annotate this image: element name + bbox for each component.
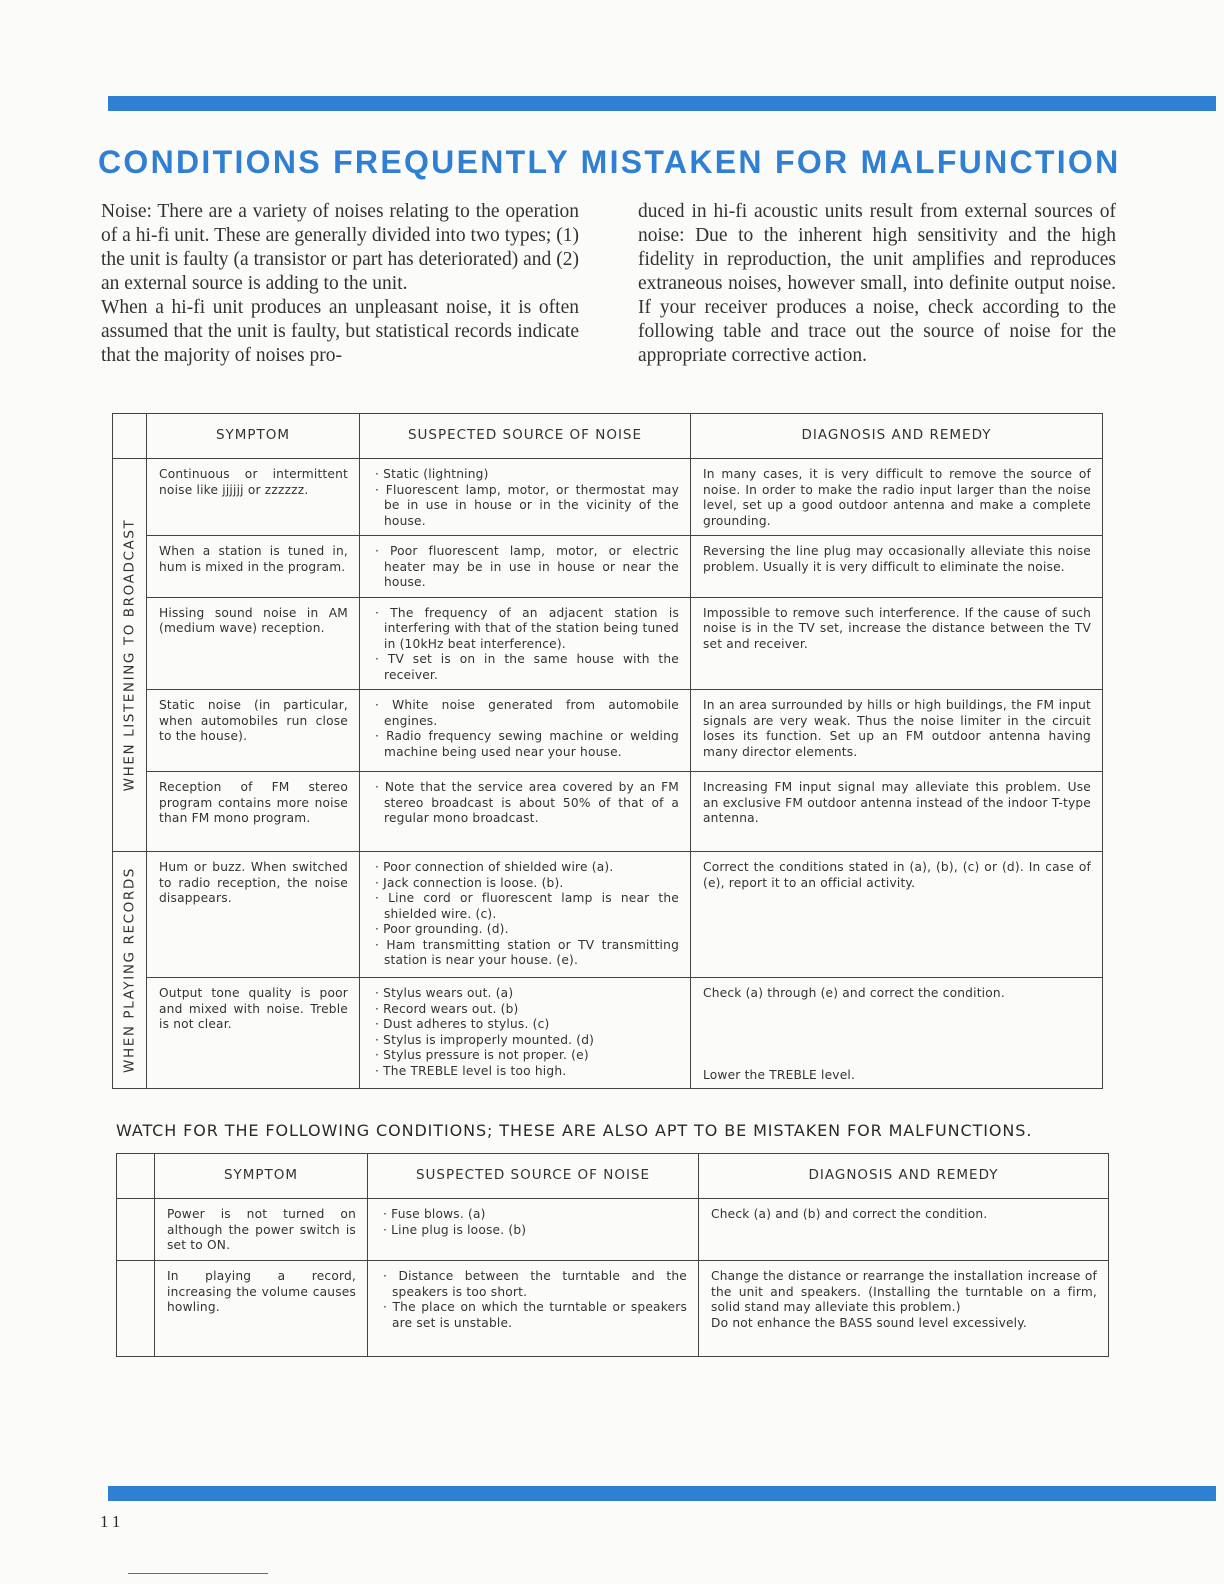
remedy-cell: Correct the conditions stated in (a), (b), (c) or (d). In case of (e), report it to an official activity. (691, 852, 1103, 978)
table-row (113, 536, 1103, 598)
symptom-cell: Output tone quality is poor and mixed with noise. Treble is not clear. (147, 978, 360, 1089)
header-remedy: DIAGNOSIS AND REMEDY (699, 1154, 1109, 1199)
symptom-cell: Continuous or intermittent noise like jjjjjj or zzzzzz. (147, 459, 360, 536)
source-item: · Record wears out. (b) (375, 1001, 519, 1016)
intro-paragraph-2: When a hi-fi unit produces an unpleasant noise, it is often assumed that the unit is faulty, but statistical records indicate that the majority of noises pro- (101, 297, 579, 366)
intro-paragraph-1: Noise: There are a variety of noises relating to the operation of a hi-fi unit. These are generally divided into two types; (1) the unit is faulty (a transistor or part has deteriorated) and (2) an external source is adding to the unit. (101, 201, 579, 294)
source-cell (360, 536, 691, 598)
source-item: · Jack connection is loose. (b). (375, 875, 564, 890)
header-blank (113, 414, 147, 459)
source-cell (368, 1199, 699, 1261)
header-source: SUSPECTED SOURCE OF NOISE (368, 1154, 699, 1199)
group-label-broadcast (113, 459, 147, 852)
source-cell (360, 690, 691, 772)
source-item: · Stylus wears out. (a) (375, 986, 514, 1000)
source-item: · Stylus is improperly mounted. (d) (375, 1032, 595, 1047)
intro-right-column (638, 200, 1116, 368)
group-broadcast-text: WHEN LISTENING TO BROADCAST (120, 518, 137, 792)
source-cell (360, 597, 691, 690)
bottom-blue-rule (108, 1486, 1216, 1501)
source-item: · Distance between the turntable and the speakers is too short. (383, 1269, 687, 1299)
table-row (113, 772, 1103, 852)
source-cell (368, 1261, 699, 1357)
source-cell (360, 459, 691, 536)
group-records-text: WHEN PLAYING RECORDS (120, 867, 137, 1073)
noise-table (112, 413, 1103, 1089)
symptom-cell: Reception of FM stereo program contains more noise than FM mono program. (147, 772, 360, 852)
blank-cell (117, 1261, 155, 1357)
page-title: CONDITIONS FREQUENTLY MISTAKEN FOR MALFUNCTION (98, 144, 1121, 180)
source-item: · Dust adheres to stylus. (c) (375, 1017, 550, 1031)
header-source: SUSPECTED SOURCE OF NOISE (360, 414, 691, 459)
table-row (113, 459, 1103, 536)
table-header-row (113, 414, 1103, 459)
header-remedy: DIAGNOSIS AND REMEDY (691, 414, 1103, 459)
table-row (117, 1261, 1109, 1357)
table-row (113, 597, 1103, 690)
source-item: · Line plug is loose. (b) (383, 1222, 527, 1237)
table-row (113, 690, 1103, 772)
source-cell (360, 772, 691, 852)
remedy-text: Change the distance or rearrange the installation increase of the unit and speakers. (Installing the turntable on a firm, solid stand may alleviate this problem.) (711, 1269, 1097, 1314)
source-cell (360, 978, 691, 1089)
source-item: · The place on which the turntable or speakers are set is unstable. (383, 1300, 687, 1330)
remedy-cell (699, 1261, 1109, 1357)
table-row (113, 852, 1103, 978)
remedy-text-2: Lower the TREBLE level. (703, 1067, 856, 1082)
footer-rule (128, 1573, 268, 1574)
header-symptom: SYMPTOM (147, 414, 360, 459)
blank-cell (117, 1199, 155, 1261)
symptom-cell: Static noise (in particular, when automobiles run close to the house). (147, 690, 360, 772)
remedy-cell: Increasing FM input signal may alleviate this problem. Use an exclusive FM outdoor antenna instead of the indoor T-type antenna. (691, 772, 1103, 852)
remedy-cell: Check (a) and (b) and correct the condition. (699, 1199, 1109, 1261)
remedy-text: Check (a) through (e) and correct the condition. (703, 986, 1005, 1000)
additional-conditions-table (116, 1153, 1109, 1357)
source-item: · Ham transmitting station or TV transmitting station is near your house. (e). (375, 937, 680, 967)
remedy-cell: Reversing the line plug may occasionally alleviate this noise problem. Usually it is very difficult to eliminate the noise. (691, 536, 1103, 598)
symptom-cell: Power is not turned on although the power switch is set to ON. (155, 1199, 368, 1261)
page-number: 11 (100, 1512, 125, 1531)
group-label-records (113, 852, 147, 1089)
source-item: · Line cord or fluorescent lamp is near the shielded wire. (c). (375, 891, 679, 921)
source-item: · Radio frequency sewing machine or welding machine being used near your house. (375, 729, 679, 759)
source-item: · TV set is on in the same house with the receiver. (375, 652, 679, 682)
source-item: · Poor connection of shielded wire (a). (375, 860, 614, 874)
source-item: · Static (lightning) (375, 467, 489, 481)
intro-paragraph-3: duced in hi-fi acoustic units result from external sources of noise: Due to the inherent high sensitivity and the high fidelity in reproduction, the unit amplifies and reproduces extraneous noises, however small, into definite output noise. If your receiver produces a noise, check according to the following table and trace out the source of noise for the appropriate corrective action. (638, 201, 1116, 366)
header-blank (117, 1154, 155, 1199)
symptom-cell: Hissing sound noise in AM (medium wave) reception. (147, 597, 360, 690)
symptom-cell: Hum or buzz. When switched to radio reception, the noise disappears. (147, 852, 360, 978)
intro-left-column (101, 200, 579, 368)
watch-heading: WATCH FOR THE FOLLOWING CONDITIONS; THESE ARE ALSO APT TO BE MISTAKEN FOR MALFUNCTIONS. (116, 1121, 1033, 1140)
source-cell (360, 852, 691, 978)
remedy-cell: In many cases, it is very difficult to remove the source of noise. In order to make the radio input larger than the noise level, set up a good outdoor antenna and make a complete grounding. (691, 459, 1103, 536)
source-item: · Stylus pressure is not proper. (e) (375, 1048, 589, 1062)
source-item: · The frequency of an adjacent station is interfering with that of the station being tuned in (10kHz beat interference). (375, 605, 680, 651)
remedy-text-2: Do not enhance the BASS sound level excessively. (711, 1315, 1028, 1330)
source-item: · Fuse blows. (a) (383, 1207, 486, 1221)
table-row (117, 1199, 1109, 1261)
source-item: · Poor grounding. (d). (375, 922, 509, 936)
symptom-cell: When a station is tuned in, hum is mixed in the program. (147, 536, 360, 598)
table-header-row (117, 1154, 1109, 1199)
source-item: · White noise generated from automobile engines. (375, 698, 679, 728)
remedy-cell: Impossible to remove such interference. If the cause of such noise is in the TV set, increase the distance between the TV set and receiver. (691, 597, 1103, 690)
source-item: · Fluorescent lamp, motor, or thermostat may be in use in house or in the vicinity of the house. (375, 482, 679, 528)
source-item: · Note that the service area covered by an FM stereo broadcast is about 50% of that of a regular mono broadcast. (375, 780, 679, 825)
source-item: · The TREBLE level is too high. (375, 1063, 567, 1078)
symptom-cell: In playing a record, increasing the volume causes howling. (155, 1261, 368, 1357)
top-blue-rule (108, 96, 1216, 111)
source-item: · Poor fluorescent lamp, motor, or electric heater may be in use in house or near the house. (375, 544, 679, 589)
header-symptom: SYMPTOM (155, 1154, 368, 1199)
table-row (113, 978, 1103, 1089)
remedy-cell (691, 978, 1103, 1089)
remedy-cell: In an area surrounded by hills or high buildings, the FM input signals are very weak. Thus the noise limiter in the circuit loses its function. Set up an FM outdoor antenna having many director elements. (691, 690, 1103, 772)
